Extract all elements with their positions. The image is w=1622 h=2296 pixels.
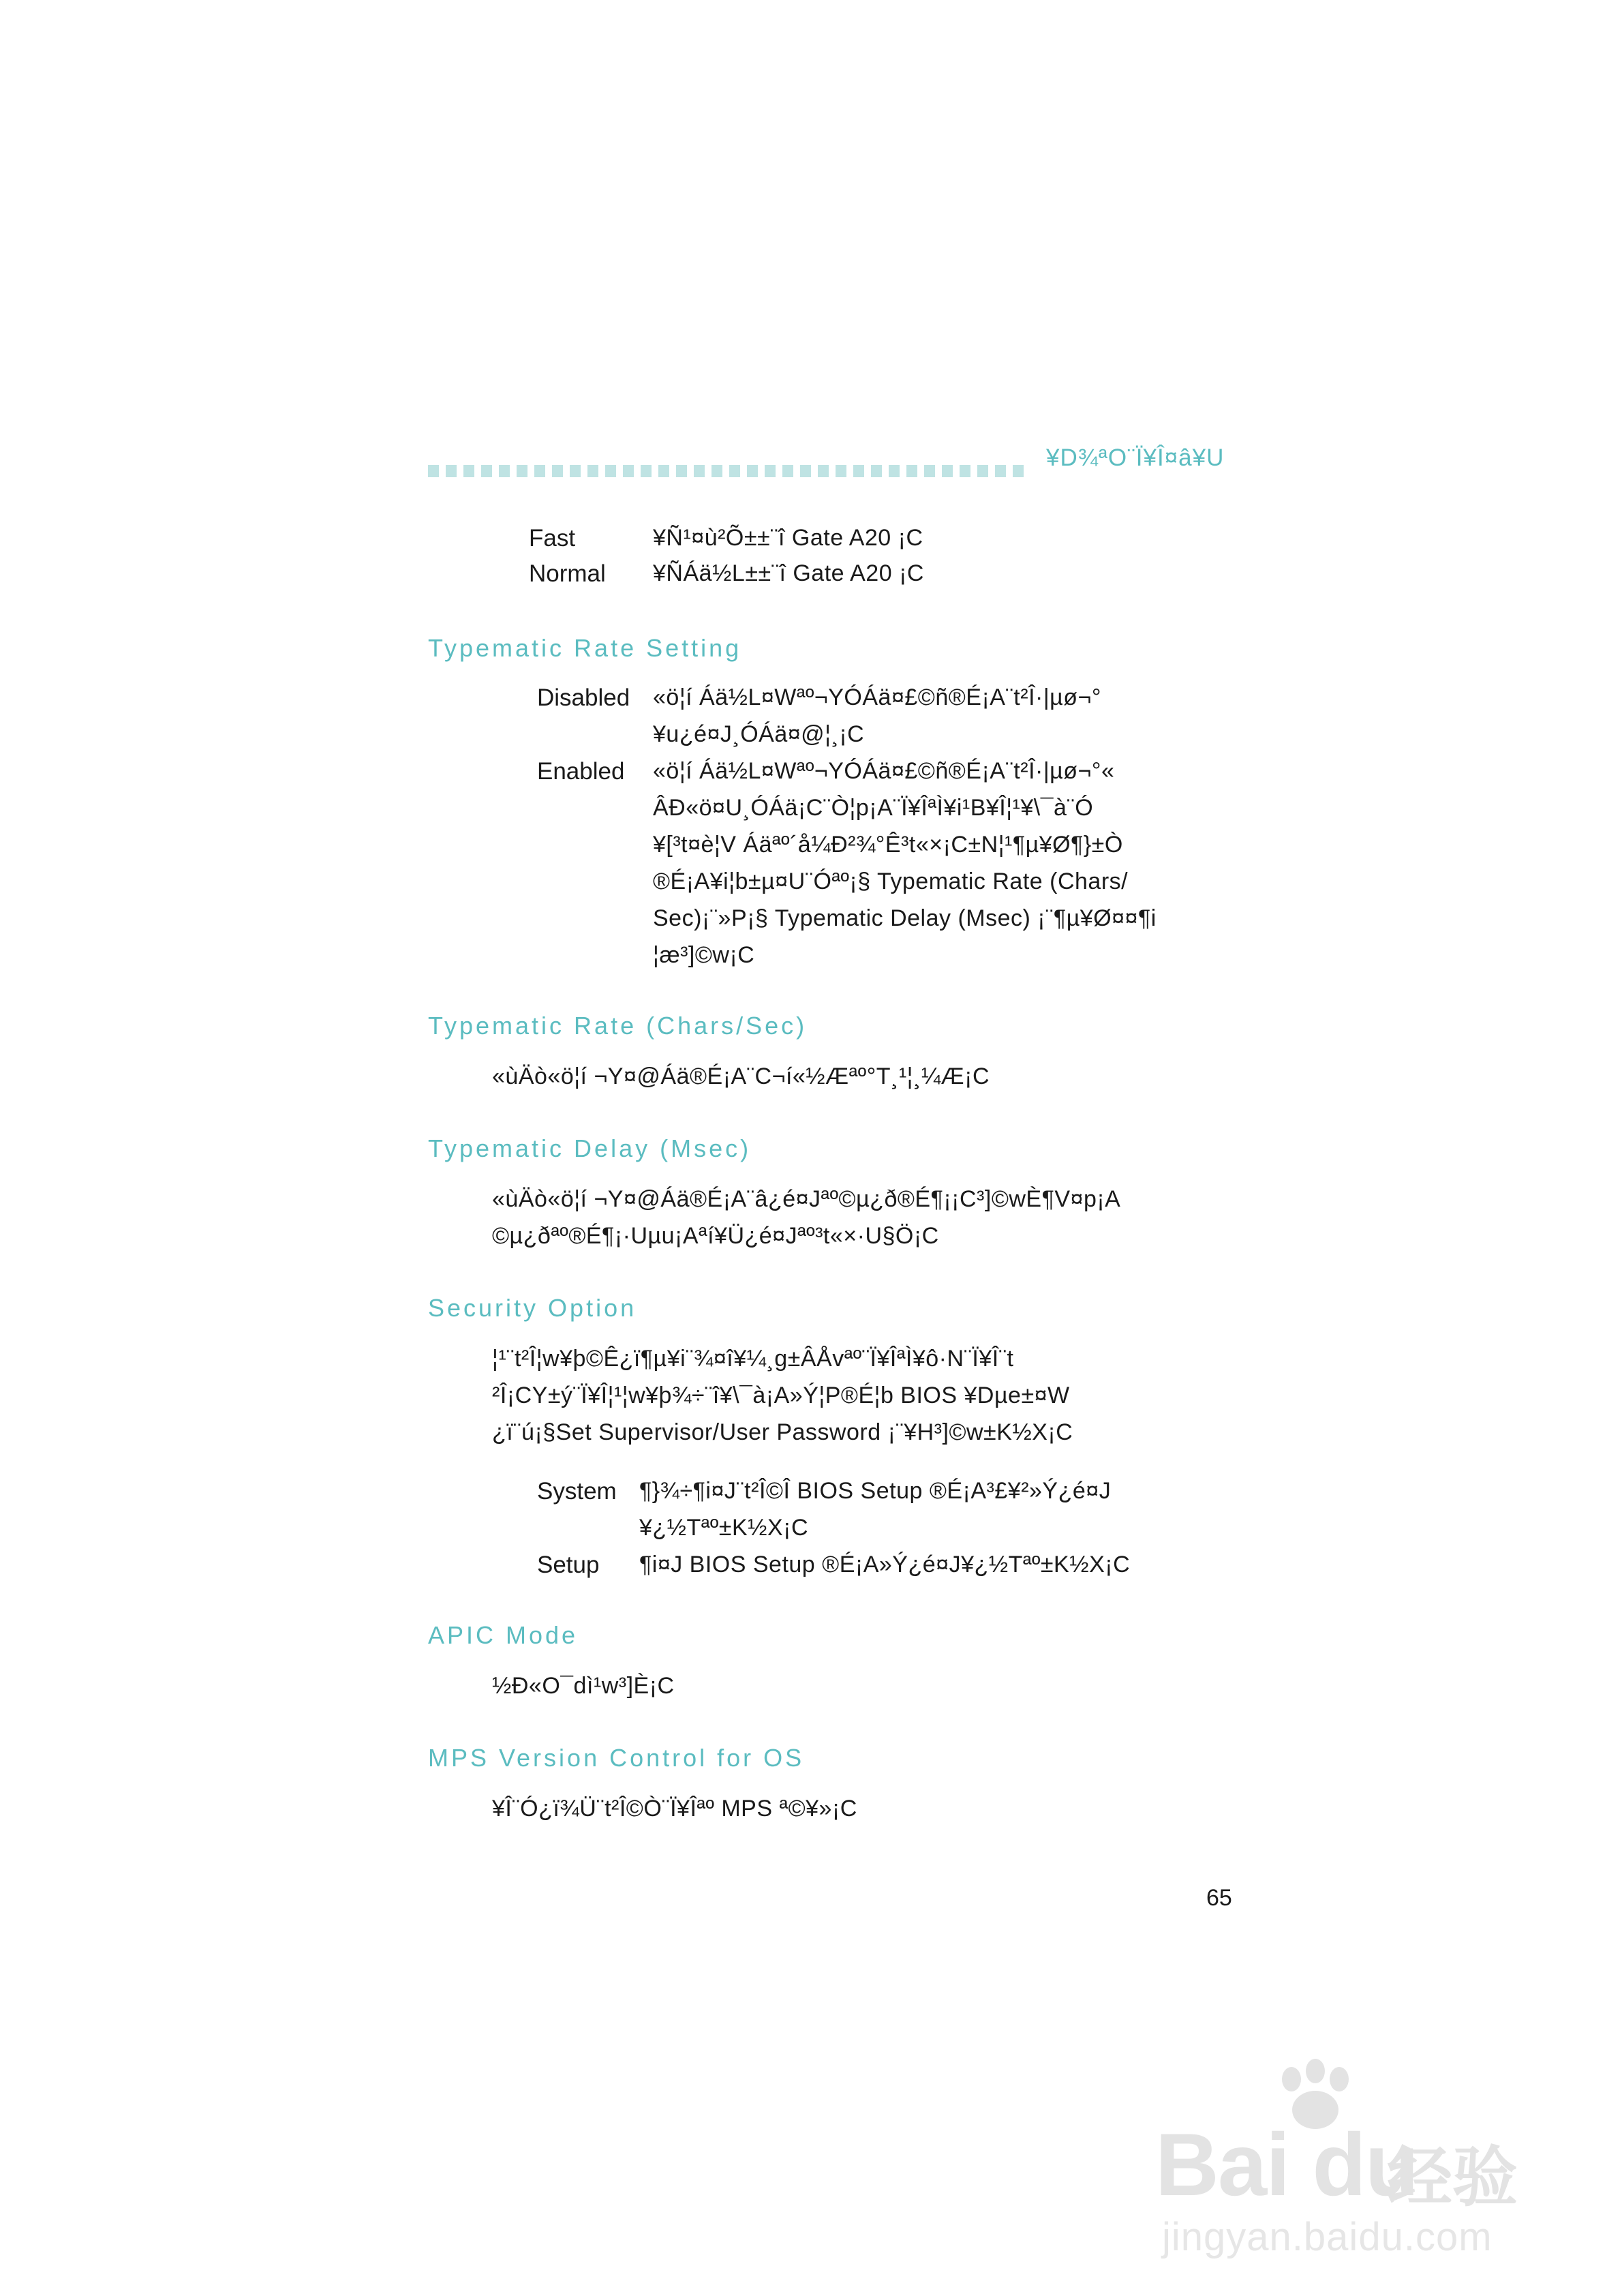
baidu-watermark	[1155, 2059, 1537, 2263]
enabled-label: Enabled	[537, 758, 625, 785]
enabled-text-line: ¦æ³]©w¡C	[653, 942, 755, 968]
system-text-line: ¶}¾÷¶i¤J¨t²Î©Î BIOS Setup ®É¡A³£¥²»Ý¿é¤J	[639, 1478, 1112, 1504]
security-option-text-line: ¿ï¨ú¡§Set Supervisor/User Password ¡¨¥H³]©w±K½X¡C	[492, 1419, 1073, 1445]
system-text-line: ¥¿½Tªº±K½X¡C	[639, 1515, 809, 1541]
typematic-rate-setting-heading: Typematic Rate Setting	[428, 634, 742, 662]
disabled-text-line: «ö¦í Áä½L¤Wªº¬YÓÁä¤£©ñ®É¡A¨t²Î·|µø¬°	[653, 684, 1101, 710]
typematic-delay-text-line: «ùÄò«ö¦í ¬Y¤@Áä®É¡A¨â¿é¤Jªº©µ¿ð®É¶¡¡C³]©wÈ¶V¤p¡A	[492, 1186, 1121, 1212]
watermark-url: jingyan.baidu.com	[1162, 2215, 1493, 2259]
enabled-text-line: «ö¦í Áä½L¤Wªº¬YÓÁä¤£©ñ®É¡A¨t²Î·|µø¬°«	[653, 758, 1115, 784]
gate-normal-label: Normal	[529, 560, 606, 587]
setup-label: Setup	[537, 1552, 600, 1578]
mps-version-heading: MPS Version Control for OS	[428, 1744, 805, 1772]
mps-version-text: ¥Î¨Ó¿ï¾Ü¨t²Î©Ò¨Ï¥Îªº MPS ª©¥»¡C	[492, 1796, 857, 1822]
security-option-text-line: ²Î¡CY±ý¨Ï¥Î¦¹¦w¥þ¾÷¨î¥\¯à¡A»Ý¦P®É¦b BIOS ¥Dµe±¤W	[492, 1383, 1070, 1408]
gate-fast-label: Fast	[529, 525, 576, 552]
apic-mode-heading: APIC Mode	[428, 1621, 579, 1649]
system-label: System	[537, 1478, 617, 1505]
header-dotted-rule	[428, 465, 1028, 477]
watermark-cn: 经验	[1387, 2141, 1518, 2214]
gate-normal-text: ¥ÑÁä½L±±¨î Gate A20 ¡C	[653, 560, 924, 586]
page-number: 65	[1206, 1885, 1232, 1911]
typematic-delay-heading: Typematic Delay (Msec)	[428, 1134, 752, 1162]
enabled-text-line: ®É¡A¥i¦b±µ¤U¨Óªº¡§ Typematic Rate (Chars/	[653, 868, 1129, 894]
enabled-text-line: ÂÐ«ö¤U¸ÓÁä¡C¨Ò¦p¡A¨Ï¥ÎªÌ¥i¹B¥Î¦¹¥\¯à¨Ó	[653, 795, 1094, 821]
disabled-text-line: ¥u¿é¤J¸ÓÁä¤@¦¸¡C	[653, 721, 865, 747]
security-option-heading: Security Option	[428, 1294, 637, 1322]
setup-text: ¶i¤J BIOS Setup ®É¡A»Ý¿é¤J¥¿½Tªº±K½X¡C	[639, 1552, 1131, 1577]
security-option-text-line: ¦¹¨t²Î¦w¥þ©Ê¿ï¶µ¥i¨¾¤î¥¼¸g±ÂÅvªº¨Ï¥ÎªÌ¥ô·N¨Ï¥Î¨t	[492, 1346, 1014, 1372]
typematic-rate-chars-heading: Typematic Rate (Chars/Sec)	[428, 1012, 808, 1040]
enabled-text-line: Sec)¡¨»P¡§ Typematic Delay (Msec) ¡¨¶µ¥Ø¤¤¶i	[653, 905, 1157, 931]
chapter-label: ¥D¾ªO¨Ï¥Î¤â¥U	[1046, 444, 1225, 471]
apic-mode-text: ½Ð«O¯dì¹w³]È¡C	[492, 1673, 675, 1699]
enabled-text-line: ¥[³t¤è¦V Áäªº´å¼Ð²¾°Ê³t«×¡C±N¦¹¶µ¥Ø¶}±Ò	[653, 832, 1123, 858]
watermark-logo: Bai du	[1155, 2115, 1418, 2214]
disabled-label: Disabled	[537, 684, 630, 711]
typematic-rate-chars-text: «ùÄò«ö¦í ¬Y¤@Áä®É¡A¨C¬í«½Æªº°T¸¹¦¸¼Æ¡C	[492, 1063, 990, 1089]
typematic-delay-text-line: ©µ¿ðªº®É¶¡·Uµu¡Aªí¥Ü¿é¤Jªº³t«×·U§Ö¡C	[492, 1223, 939, 1249]
gate-fast-text: ¥Ñ¹¤ù²Õ±±¨î Gate A20 ¡C	[653, 525, 923, 551]
